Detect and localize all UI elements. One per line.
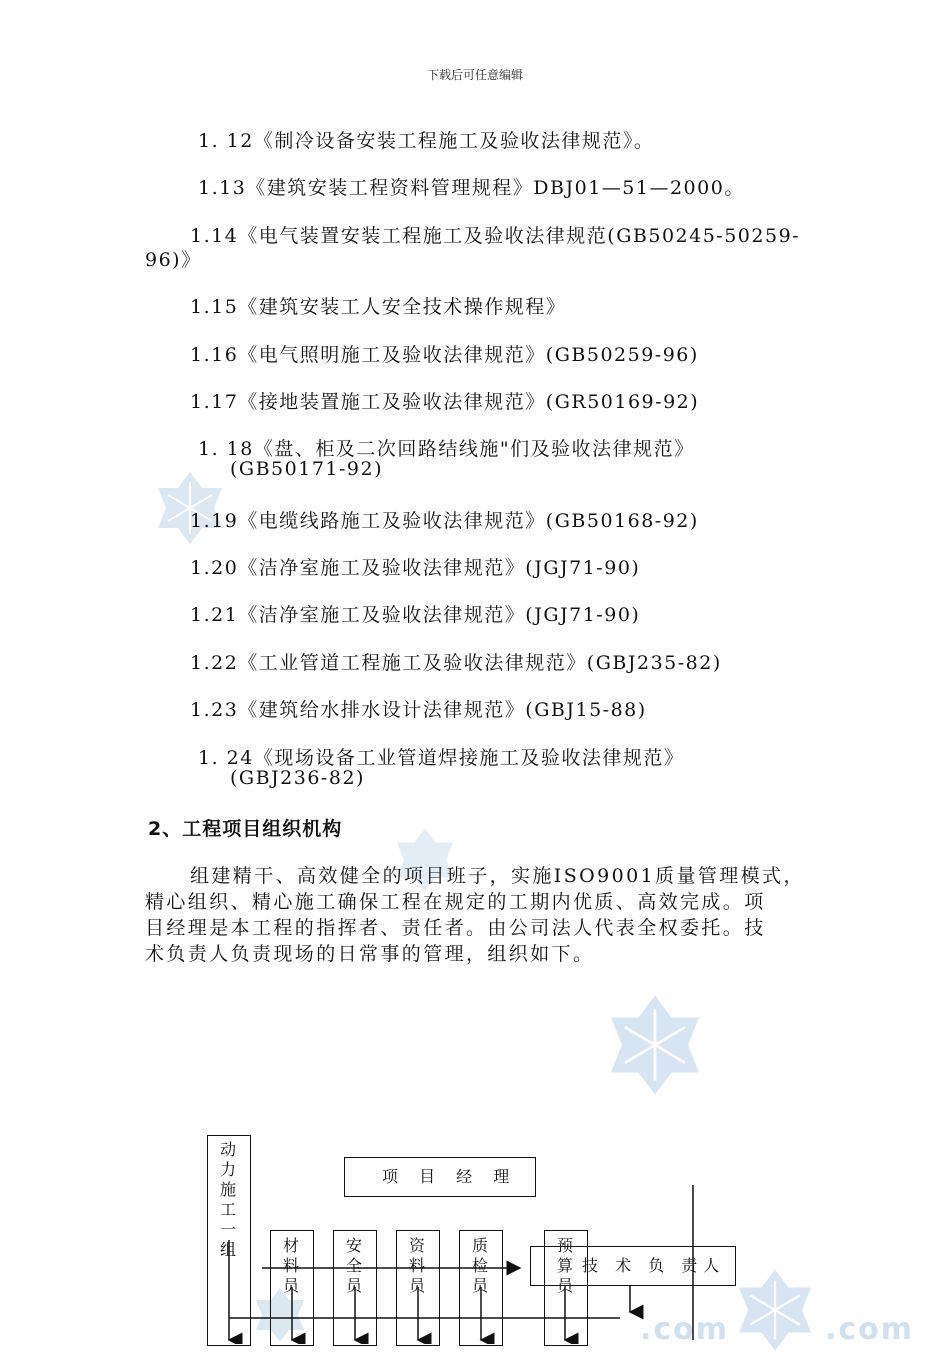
- ref-line: (GBJ236-82): [230, 767, 365, 789]
- tech-lead-label: 技 术 负 责人: [582, 1256, 726, 1275]
- ref-line: 1.20《洁净室施工及验收法律规范》(JGJ71-90): [190, 557, 641, 579]
- paragraph-line: 精心组织、精心施工确保工程在规定的工期内优质、高效完成。项: [145, 891, 766, 913]
- ref-line: 96)》: [145, 249, 202, 271]
- project-manager-label: 项 目 经 理: [382, 1167, 518, 1186]
- ref-line: 1.19《电缆线路施工及验收法律规范》(GB50168-92): [190, 510, 699, 532]
- safety-label: 安全员: [345, 1236, 362, 1295]
- budget-label: 预算员: [556, 1236, 573, 1295]
- material-label: 材料员: [282, 1236, 299, 1295]
- ref-line: 1.16《电气照明施工及验收法律规范》(GB50259-96): [190, 344, 699, 366]
- ref-line: 1. 12《制冷设备安装工程施工及验收法律规范》。: [198, 130, 655, 152]
- ref-line: 1.17《接地装置施工及验收法律规范》(GR50169-92): [190, 391, 700, 413]
- watermark-text: .com: [640, 1312, 730, 1347]
- ref-line: 1.21《洁净室施工及验收法律规范》(JGJ71-90): [190, 604, 641, 626]
- quality-label: 质检员: [471, 1236, 488, 1295]
- ref-line: 1. 24《现场设备工业管道焊接施工及验收法律规范》: [198, 747, 685, 769]
- page-header: 下载后可任意编辑: [426, 68, 523, 82]
- ref-line: 1.14《电气装置安装工程施工及验收法律规范(GB50245-50259-: [190, 225, 801, 247]
- paragraph-line: 术负责人负责现场的日常事的管理，组织如下。: [145, 943, 595, 965]
- ref-line: 1.23《建筑给水排水设计法律规范》(GBJ15-88): [190, 699, 647, 721]
- team1-label: 动力施工一组: [219, 1140, 236, 1259]
- paragraph-line: 组建精干、高效健全的项目班子，实施ISO9001质量管理模式，: [190, 865, 805, 887]
- ref-line: 1.15《建筑安装工人安全技术操作规程》: [190, 296, 567, 318]
- ref-line: 1.22《工业管道工程施工及验收法律规范》(GBJ235-82): [190, 652, 722, 674]
- ref-line: 1.13《建筑安装工程资料管理规程》DBJ01—51—2000。: [198, 177, 745, 199]
- watermark-text: .com: [825, 1312, 915, 1347]
- records-label: 资料员: [408, 1236, 425, 1295]
- ref-line: 1. 18《盘、柜及二次回路结线施"们及验收法律规范》: [198, 438, 695, 460]
- ref-line: (GB50171-92): [230, 458, 384, 480]
- paragraph-line: 目经理是本工程的指挥者、责任者。由公司法人代表全权委托。技: [145, 917, 766, 939]
- section-heading: 2、工程项目组织机构: [148, 818, 343, 840]
